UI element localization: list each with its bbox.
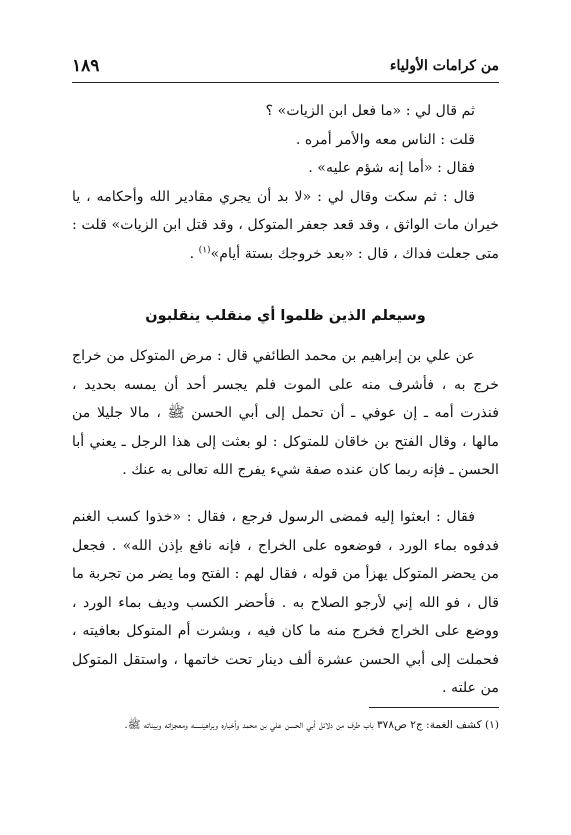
- dialogue-section: [72, 97, 499, 268]
- narrative-paragraph-1: [72, 342, 499, 485]
- dialogue-line-4-end: .: [189, 245, 199, 262]
- dialogue-line-4: [72, 183, 499, 269]
- footnote-reference[interactable]: (١): [198, 244, 211, 255]
- running-title: من كرامات الأولياء: [389, 58, 499, 74]
- dialogue-line-1: ثم قال لي : «ما فعل ابن الزيات» ؟: [265, 103, 475, 119]
- narrative-paragraph-2: [72, 503, 499, 703]
- footnote-divider: [369, 707, 499, 708]
- dialogue-line-4-text: قال : ثم سكت وقال لي : «لا بد أن يجري مقادير الله وأحكامه ، يا خيران مات الواثق ، وقد قعد جعفر المتوكل ، وقد قتل ابن الزيات» قلت : متى جعلت فداك ، قال : «بعد خروجك بستة أيام»: [72, 188, 499, 262]
- section-heading: وسيعلم الذين ظلموا أي منقلب ينقلبون: [145, 308, 426, 324]
- paragraph-text: عن علي بن إبراهيم بن محمد الطائفي قال : مرض المتوكل من خراج خرج به ، فأشرف منه على الموت فلم يجسر أحد أن يمسه بحديد ، فنذرت أمه ـ إن عوفي ـ أن تحمل إلى أبي الحسن ﷺ ، مالا جليلا من مالها ، وقال الفتح بن خاقان للمتوكل : لو بعثت إلى هذا الرجل ـ يعني أبا الحسن ـ فإنه ربما كان عنده صفة شيء يفرج الله تعالى به عنك .: [72, 348, 499, 478]
- dialogue-line-2: قلت : الناس معه والأمر أمره .: [295, 131, 475, 148]
- paragraph-text: فقال : ابعثوا إليه فمضى الرسول فرجع ، فقال : «خذوا كسب الغنم فدفوه بماء الورد ، فوضعوه على الخراج ، فإنه نافع بإذن الله» . فجعل من يحضر المتوكل يهزأ من قوله ، فقال لهم : الفتح وما يضر من تجربة ما قال ، فو الله إني لأرجو الصلاح به . فأحضر الكسب وديف بماء الورد ، ووضع على الخراج فخرج منه ما كان فيه ، وبشرت أم المتوكل بعافيته ، فحملت إلى أبي الحسن عشرة ألف دينار تحت خاتمها ، واستقل المتوكل من علته .: [72, 509, 499, 696]
- dialogue-line-3: فقال : «أما إنه شؤم عليه» .: [308, 160, 475, 176]
- page-header: [72, 52, 499, 83]
- footnote: (١) كشف الغمة: ج٢ ص٣٧٨ باب طرف من دلائل أبي الحسن علي بن محمد وأخباره وبراهينـــــه ومعجزاته وبيناته ﷺ.: [124, 719, 499, 731]
- page-number: ١٨٩: [72, 56, 100, 76]
